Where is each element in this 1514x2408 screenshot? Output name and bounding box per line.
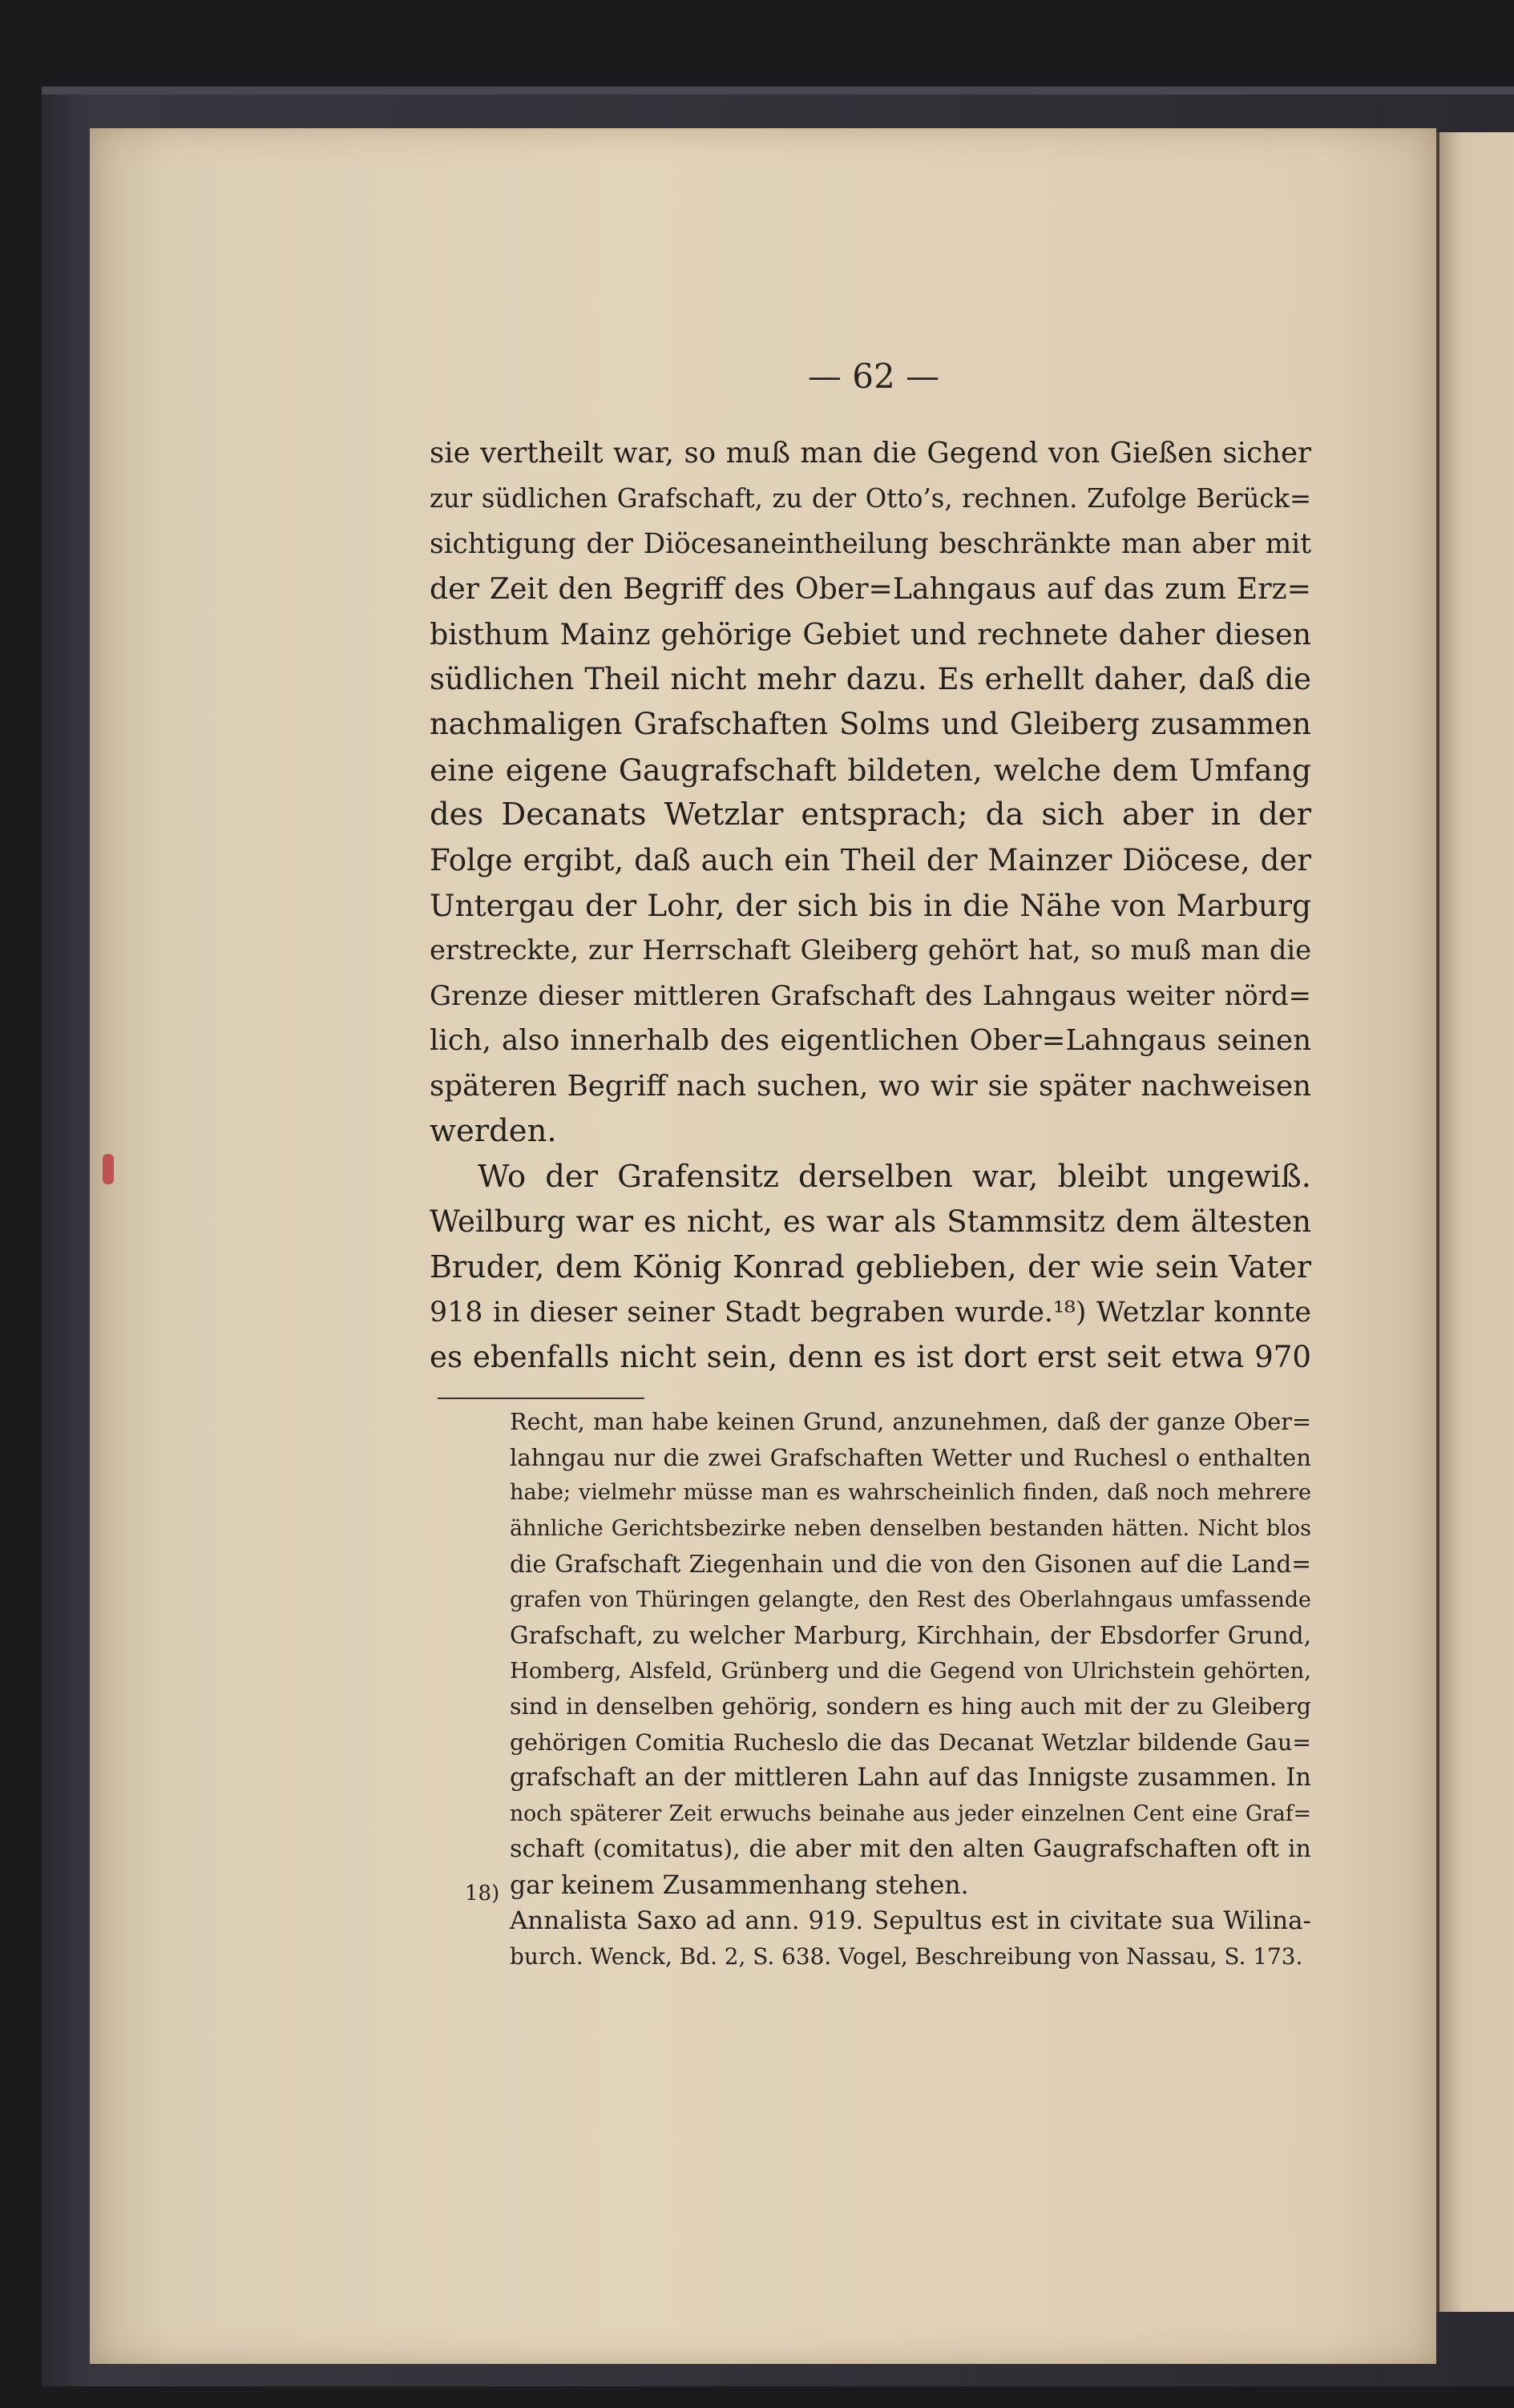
footnote-line: schaft (comitatus), die aber mit den alten Gaugrafschaften oft in — [510, 1835, 1311, 1863]
main-text — [430, 431, 1311, 1381]
footnote-line: noch späterer Zeit erwuchs beinahe aus jeder einzelnen Cent eine Graf= — [510, 1801, 1311, 1826]
text-line: Bruder, dem König Konrad geblieben, der wie sein Vater — [430, 1249, 1311, 1285]
footnote-separator — [438, 1398, 644, 1399]
page-number: — 62 — — [807, 357, 940, 396]
adjacent-page-edge — [1436, 132, 1514, 2312]
text-line: südlichen Theil nicht mehr dazu. Es erhellt daher, daß die — [430, 662, 1311, 697]
text-line: Untergau der Lohr, der sich bis in die Nähe von Marburg — [430, 888, 1311, 924]
footnote-line: burch. Wenck, Bd. 2, S. 638. Vogel, Beschreibung von Nassau, S. 173. — [510, 1942, 1303, 1970]
footnote-line: ähnliche Gerichtsbezirke neben denselben bestanden hätten. Nicht blos — [510, 1515, 1311, 1541]
footnote-line: grafschaft an der mittleren Lahn auf das Innigste zusammen. In — [510, 1764, 1311, 1792]
text-line: sichtigung der Diöcesaneintheilung beschränkte man aber mit — [430, 527, 1311, 560]
text-line: eine eigene Gaugrafschaft bildeten, welche dem Umfang — [430, 752, 1311, 788]
footnote-marker: 18) — [465, 1882, 500, 1906]
footnote-line: grafen von Thüringen gelangte, den Rest des Oberlahngaus umfassende — [510, 1587, 1311, 1612]
text-line: nachmaligen Grafschaften Solms und Gleiberg zusammen — [430, 707, 1311, 742]
text-line: erstreckte, zur Herrschaft Gleiberg gehört hat, so muß man die — [430, 934, 1311, 966]
footnote-line: Recht, man habe keinen Grund, anzunehmen, daß der ganze Ober= — [510, 1408, 1311, 1435]
footnotes — [510, 1404, 1311, 1974]
text-line: des Decanats Wetzlar entsprach; da sich aber in der — [430, 797, 1311, 833]
text-line: 918 in dieser seiner Stadt begraben wurde.¹⁸) Wetzlar konnte — [430, 1296, 1311, 1329]
footnote-line: Grafschaft, zu welcher Marburg, Kirchhain, der Ebsdorfer Grund, — [510, 1622, 1311, 1649]
text-line: Folge ergibt, daß auch ein Theil der Mainzer Diöcese, der — [430, 842, 1311, 877]
text-line: es ebenfalls nicht sein, denn es ist dort erst seit etwa 970 — [430, 1340, 1311, 1375]
footnote-line: die Grafschaft Ziegenhain und die von den Gisonen auf die Land= — [510, 1551, 1311, 1578]
footnote-line: Annalista Saxo ad ann. 919. Sepultus est in civitate sua Wilina- — [510, 1906, 1311, 1935]
text-line: werden. — [430, 1113, 557, 1150]
text-line: zur südlichen Grafschaft, zu der Otto’s, rechnen. Zufolge Berück= — [430, 483, 1311, 514]
paper-blemish — [103, 1154, 114, 1184]
text-line: Weilburg war es nicht, es war als Stammsitz dem ältesten — [430, 1204, 1311, 1239]
text-line: sie vertheilt war, so muß man die Gegend von Gießen sicher — [430, 437, 1311, 470]
footnote-line: gehörigen Comitia Rucheslo die das Decanat Wetzlar bildende Gau= — [510, 1728, 1311, 1756]
text-line: bisthum Mainz gehörige Gebiet und rechnete daher diesen — [430, 616, 1311, 651]
footnote-line: habe; vielmehr müsse man es wahrscheinlich finden, daß noch mehrere — [510, 1480, 1311, 1505]
footnote-line: Homberg, Alsfeld, Grünberg und die Gegend von Ulrichstein gehörten, — [510, 1658, 1311, 1684]
text-line: lich, also innerhalb des eigentlichen Ober=Lahngaus seinen — [430, 1024, 1311, 1058]
footnote-line: sind in denselben gehörig, sondern es hing auch mit der zu Gleiberg — [510, 1693, 1311, 1720]
text-line: Grenze dieser mittleren Grafschaft des Lahngaus weiter nörd= — [430, 979, 1311, 1011]
text-line: späteren Begriff nach suchen, wo wir sie später nachweisen — [430, 1069, 1311, 1103]
text-line: der Zeit den Begriff des Ober=Lahngaus auf das zum Erz= — [430, 571, 1311, 607]
footnote-line: lahngau nur die zwei Grafschaften Wetter und Ruchesl o enthalten — [510, 1443, 1311, 1471]
footnote-line: gar keinem Zusammenhang stehen. — [510, 1870, 969, 1900]
text-line: Wo der Grafensitz derselben war, bleibt ungewiß. — [478, 1158, 1311, 1195]
